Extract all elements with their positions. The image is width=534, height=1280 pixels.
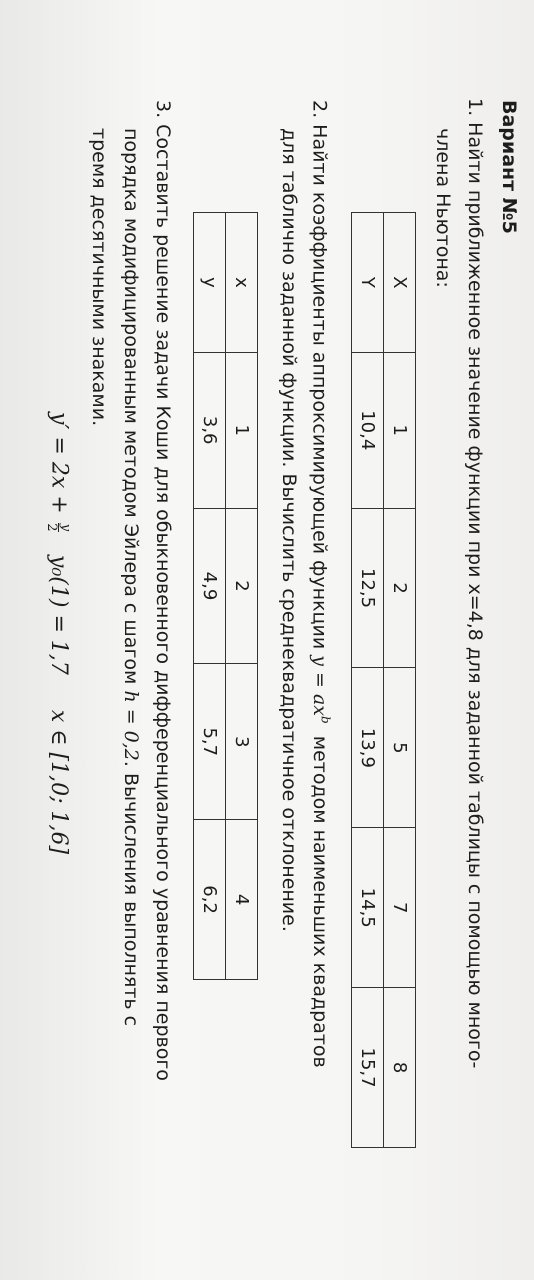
- table-cell: 3,6: [194, 352, 226, 508]
- table-cell: 2: [384, 508, 416, 668]
- task1-text-line1: 1. Найти приближенное значение функции при x=4,8 для заданной таблицы с помощью много-: [464, 98, 486, 1069]
- table-row: [352, 213, 384, 1148]
- table-cell: 1: [384, 352, 416, 508]
- formula-exponent: b: [318, 716, 332, 724]
- table-cell: 6,2: [194, 820, 226, 980]
- table-cell: 3: [226, 664, 258, 820]
- formula-base: y = ax: [308, 655, 331, 717]
- table-cell: x: [226, 213, 258, 353]
- task3-text-part-b: . Вычисления выполнять с: [120, 760, 142, 1027]
- table-cell: 7: [384, 828, 416, 988]
- table-row: [226, 213, 258, 980]
- table-cell: 4,9: [194, 508, 226, 664]
- task3-text-line3: тремя десятичными знаками.: [88, 128, 110, 427]
- task2-text-part-b: методом наименьших квадратов: [308, 735, 331, 1068]
- table-cell: 5: [384, 668, 416, 828]
- task2-text-line1: [309, 100, 332, 1068]
- table-cell: 2: [226, 508, 258, 664]
- interval: x ∈ [1,0; 1,6]: [46, 709, 72, 855]
- table-cell: 10,4: [352, 352, 384, 508]
- task2-text-line2: для таблично заданной функции. Вычислить среднеквадратичное отклонение.: [278, 128, 300, 932]
- table-cell: X: [384, 213, 416, 353]
- initial-condition: y₀(1) = 1,7: [46, 555, 72, 675]
- task1-text-line2: члена Ньютона:: [432, 128, 454, 288]
- equation-lhs: y′ = 2x +: [46, 412, 72, 514]
- task1-table: [351, 212, 416, 1148]
- table-row: [384, 213, 416, 1148]
- task2-formula: [309, 655, 331, 723]
- table-cell: y: [194, 213, 226, 353]
- task3-text-line1: 3. Составить решение задачи Коши для обыкновенного дифференциального уравнения первого: [152, 100, 174, 1081]
- table-cell: 4: [226, 820, 258, 980]
- table-cell: 5,7: [194, 664, 226, 820]
- task3-text-line2: [120, 128, 142, 1026]
- cauchy-equation: [45, 412, 72, 854]
- task3-text-part-a: порядка модифицированным методом Эйлера с шагом: [120, 128, 142, 685]
- table-cell: 1: [226, 352, 258, 508]
- task2-text-part-a: 2. Найти коэффициенты аппроксимирующей функции: [308, 100, 331, 650]
- table-cell: 13,9: [352, 668, 384, 828]
- table-cell: 14,5: [352, 828, 384, 988]
- variant-title: Вариант №5: [498, 100, 520, 234]
- task3-step: h = 0,2: [120, 690, 142, 761]
- task2-table: [193, 212, 258, 980]
- fraction-numerator: y: [58, 523, 73, 532]
- table-row: [194, 213, 226, 980]
- table-cell: Y: [352, 213, 384, 353]
- table-cell: 15,7: [352, 988, 384, 1148]
- equation-fraction: [45, 523, 72, 532]
- table-cell: 12,5: [352, 508, 384, 668]
- table-cell: 8: [384, 988, 416, 1148]
- fraction-denominator: 2: [44, 523, 59, 532]
